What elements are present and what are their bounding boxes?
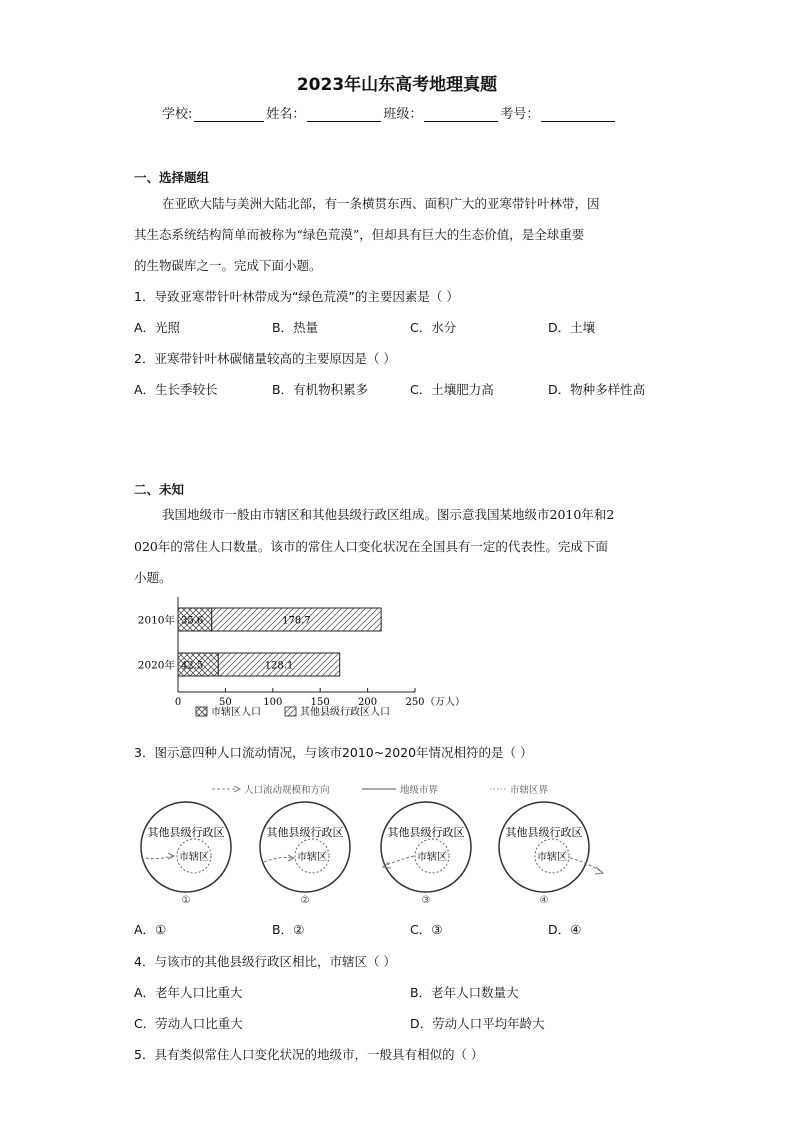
legend-district-boundary-text: 市辖区界 bbox=[510, 785, 549, 796]
city-boundary-circle bbox=[499, 802, 589, 892]
q1-stem: 1．导致亚寒带针叶林带成为“绿色荒漠”的主要因素是（ ） bbox=[134, 289, 459, 304]
inner-region-label: 市辖区 bbox=[179, 852, 209, 863]
exam-no-label: 考号： bbox=[500, 107, 540, 122]
q2-option-b: B．有机物积累多 bbox=[272, 382, 369, 397]
inner-region-label: 市辖区 bbox=[537, 852, 567, 863]
flow-arrow bbox=[264, 858, 292, 863]
q3-stem: 3．图示意四种人口流动情况，与该市2010~2020年情况相符的是（ ） bbox=[134, 745, 533, 760]
class-label: 班级： bbox=[383, 107, 423, 122]
inner-region-label: 市辖区 bbox=[417, 852, 447, 863]
section2-para-line2: 020年的常住人口数量。该市的常住人口变化状况在全国具有一定的代表性。完成下面 bbox=[134, 539, 608, 554]
school-blank bbox=[194, 108, 264, 122]
student-info bbox=[162, 103, 617, 122]
flow-arrow bbox=[146, 856, 172, 859]
q3-option-b: B．② bbox=[272, 922, 305, 937]
flow-legend bbox=[212, 784, 549, 796]
panel-number: ① bbox=[181, 895, 191, 906]
q1-option-c: C．水分 bbox=[410, 320, 457, 335]
bar-value-label: 42.5 bbox=[181, 660, 204, 672]
legend-flow-text: 人口流动规模和方向 bbox=[244, 785, 330, 796]
x-tick-label: 100 bbox=[263, 697, 283, 708]
x-tick-label: 200 bbox=[358, 697, 378, 708]
x-tick-label: 50 bbox=[219, 697, 232, 708]
legend-city-boundary-text: 地级市界 bbox=[400, 785, 439, 796]
category-label: 2020年 bbox=[137, 659, 175, 672]
legend-label-urban: 市辖区人口 bbox=[211, 707, 261, 718]
school-label: 学校: bbox=[162, 107, 193, 122]
name-label: 姓名： bbox=[266, 107, 306, 122]
section1-heading: 一、选择题组 bbox=[134, 170, 210, 185]
q1-option-b: B．热量 bbox=[272, 320, 319, 335]
flow-panel-3 bbox=[381, 802, 471, 906]
panel-number: ② bbox=[300, 895, 310, 906]
name-blank bbox=[307, 108, 381, 122]
legend-swatch-other bbox=[285, 707, 296, 716]
exam-no-blank bbox=[541, 108, 615, 122]
x-tick-label: 250 bbox=[405, 697, 425, 708]
flow-panel-1 bbox=[141, 802, 231, 906]
x-tick-label: 0 bbox=[174, 697, 182, 708]
legend-swatch-urban bbox=[196, 707, 207, 716]
city-boundary-circle bbox=[381, 802, 471, 892]
outer-region-label: 其他县级行政区 bbox=[147, 826, 225, 839]
outer-region-label: 其他县级行政区 bbox=[505, 826, 583, 839]
x-axis-unit: （万人） bbox=[425, 697, 465, 708]
class-blank bbox=[424, 108, 498, 122]
city-boundary-circle bbox=[260, 802, 350, 892]
section2-para-line3: 小题。 bbox=[134, 570, 172, 585]
q5-stem: 5．具有类似常住人口变化状况的地级市，一般具有相似的（ ） bbox=[134, 1047, 484, 1062]
q3-option-a: A．① bbox=[134, 922, 167, 937]
q4-option-b: B．老年人口数量大 bbox=[410, 985, 519, 1000]
x-tick-label: 150 bbox=[310, 697, 330, 708]
panel-number: ③ bbox=[421, 895, 431, 906]
page-title: 2023年山东高考地理真题 bbox=[296, 75, 498, 95]
flow-panel-2 bbox=[260, 802, 350, 906]
population-flow-diagram bbox=[134, 776, 614, 908]
q4-option-c: C．劳动人口比重大 bbox=[134, 1016, 243, 1031]
q2-option-a: A．生长季较长 bbox=[134, 382, 218, 397]
q2-option-c: C．土壤肥力高 bbox=[410, 382, 494, 397]
legend-label-other: 其他县级行政区人口 bbox=[300, 707, 390, 718]
q4-option-a: A．老年人口比重大 bbox=[134, 985, 243, 1000]
q3-option-c: C．③ bbox=[410, 922, 443, 937]
q3-option-d: D．④ bbox=[548, 922, 582, 937]
outer-region-label: 其他县级行政区 bbox=[387, 826, 465, 839]
q1-option-d: D．土壤 bbox=[548, 320, 596, 335]
outer-region-label: 其他县级行政区 bbox=[266, 826, 344, 839]
section2-para-line1: 我国地级市一般由市辖区和其他县级行政区组成。图示意我国某地级市2010年和2 bbox=[162, 507, 615, 522]
flow-arrow bbox=[384, 856, 414, 866]
bar-value-label: 178.7 bbox=[282, 615, 311, 627]
q4-stem: 4．与该市的其他县级行政区相比，市辖区（ ） bbox=[134, 954, 396, 969]
flow-panel-4 bbox=[499, 802, 603, 906]
section1-para-line3: 的生物碳库之一。完成下面小题。 bbox=[134, 258, 322, 273]
q2-option-d: D．物种多样性高 bbox=[548, 382, 646, 397]
section2-heading: 二、未知 bbox=[134, 482, 185, 497]
q4-option-d: D．劳动人口平均年龄大 bbox=[410, 1016, 545, 1031]
inner-region-label: 市辖区 bbox=[297, 852, 327, 863]
bar-value-label: 35.6 bbox=[181, 615, 204, 627]
q2-stem: 2．亚寒带针叶林碳储量较高的主要原因是（ ） bbox=[134, 351, 396, 366]
city-boundary-circle bbox=[141, 802, 231, 892]
q1-option-a: A．光照 bbox=[134, 320, 181, 335]
category-label: 2010年 bbox=[137, 614, 175, 627]
section1-para-line1: 在亚欧大陆与美洲大陆北部，有一条横贯东西、面积广大的亚寒带针叶林带，因 bbox=[162, 196, 600, 211]
population-bar-chart bbox=[130, 592, 490, 730]
panel-number: ④ bbox=[539, 895, 549, 906]
section1-para-line2: 其生态系统结构简单而被称为“绿色荒漠”，但却具有巨大的生态价值，是全球重要 bbox=[134, 227, 585, 242]
bar-value-label: 128.1 bbox=[264, 660, 294, 672]
